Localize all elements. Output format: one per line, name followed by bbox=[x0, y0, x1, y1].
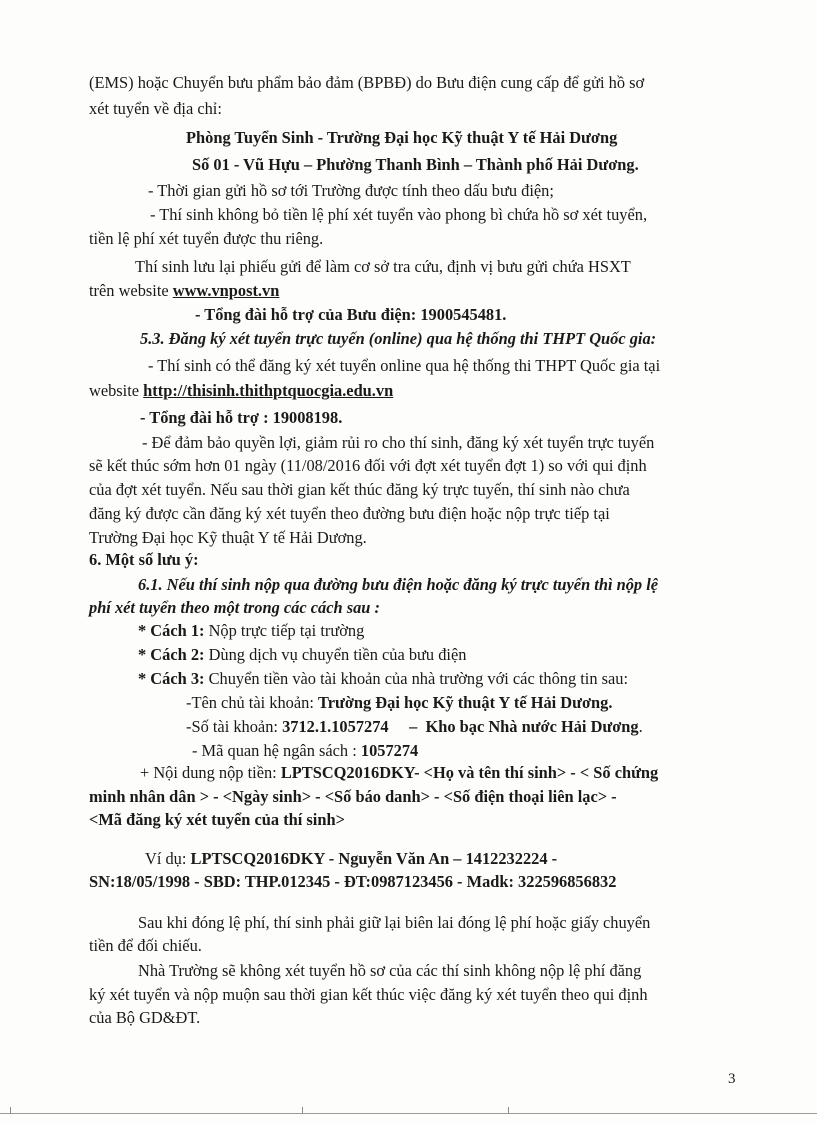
scan-mark bbox=[10, 1107, 11, 1114]
method-text: Dùng dịch vụ chuyển tiền của bưu điện bbox=[204, 645, 467, 664]
text-line bbox=[89, 380, 393, 402]
payment-method-1 bbox=[138, 620, 364, 642]
field-value: LPTSCQ2016DKY- <Họ và tên thí sinh> - < Số chứng bbox=[280, 763, 659, 782]
text-line: tiền lệ phí xét tuyển được thu riêng. bbox=[89, 229, 324, 248]
thisinh-link[interactable]: http://thisinh.thithptquocgia.edu.vn bbox=[143, 381, 394, 400]
text-line: (EMS) hoặc Chuyển bưu phẩm bảo đảm (BPBĐ) do Bưu điện cung cấp để gửi hồ sơ bbox=[89, 73, 645, 92]
budget-code bbox=[192, 740, 418, 762]
example-label: Ví dụ: bbox=[145, 849, 191, 868]
method-label: * Cách 1: bbox=[138, 621, 205, 640]
account-name bbox=[186, 692, 612, 714]
online-hotline: - Tổng đài hỗ trợ : 19008198. bbox=[140, 408, 343, 427]
field-label: -Tên chủ tài khoản: bbox=[186, 693, 318, 712]
text-line: đăng ký được cần đăng ký xét tuyển theo đường bưu điện hoặc nộp trực tiếp tại bbox=[89, 504, 610, 523]
text-line: ký xét tuyển và nộp muộn sau thời gian kết thúc việc đăng ký xét tuyển theo qui định bbox=[89, 985, 648, 1004]
scan-mark bbox=[302, 1107, 303, 1114]
text-line: tiền để đối chiếu. bbox=[89, 936, 202, 955]
section-5-3-heading: 5.3. Đăng ký xét tuyển trực tuyến (online) qua hệ thống thi THPT Quốc gia: bbox=[140, 329, 657, 348]
text-line: - Để đảm bảo quyền lợi, giảm rủi ro cho thí sinh, đăng ký xét tuyển trực tuyến bbox=[142, 433, 655, 452]
text-span: trên website bbox=[89, 281, 173, 300]
payment-method-3 bbox=[138, 668, 628, 690]
field-value: Trường Đại học Kỹ thuật Y tế Hải Dương. bbox=[318, 693, 613, 712]
scan-mark bbox=[508, 1107, 509, 1114]
method-label: * Cách 2: bbox=[138, 645, 205, 664]
text-line: - Thí sinh có thể đăng ký xét tuyển online qua hệ thống thi THPT Quốc gia tại bbox=[148, 356, 661, 375]
field-label: -Số tài khoản: bbox=[186, 717, 283, 736]
post-hotline: - Tổng đài hỗ trợ của Bưu điện: 1900545481. bbox=[195, 305, 507, 324]
text-line bbox=[89, 280, 279, 302]
payment-content-cont: <Mã đăng ký xét tuyển của thí sinh> bbox=[89, 810, 345, 829]
page-number: 3 bbox=[728, 1071, 736, 1087]
payment-content-cont: minh nhân dân > - <Ngày sinh> - <Số báo danh> - <Số điện thoại liên lạc> - bbox=[89, 787, 617, 806]
scan-edge bbox=[0, 1113, 817, 1114]
method-text: Chuyển tiền vào tài khoản của nhà trường với các thông tin sau: bbox=[204, 669, 629, 688]
bullet-line: - Thí sinh không bỏ tiền lệ phí xét tuyển vào phong bì chứa hồ sơ xét tuyển, bbox=[150, 205, 648, 224]
payment-method-2 bbox=[138, 644, 466, 666]
method-text: Nộp trực tiếp tại trường bbox=[204, 621, 365, 640]
text-line: của đợt xét tuyển. Nếu sau thời gian kết thúc đăng ký trực tuyến, thí sinh nào chưa bbox=[89, 480, 630, 499]
example-value: LPTSCQ2016DKY - Nguyễn Văn An – 1412232224 - bbox=[190, 849, 558, 868]
account-number bbox=[186, 716, 643, 738]
text-span: website bbox=[89, 381, 144, 400]
section-6-heading: 6. Một số lưu ý: bbox=[89, 550, 199, 569]
section-6-1-heading: phí xét tuyển theo một trong các cách sau : bbox=[89, 598, 380, 617]
field-value: 3712.1.1057274 – Kho bạc Nhà nước Hải Dương bbox=[282, 717, 639, 736]
field-end: . bbox=[638, 717, 643, 736]
address-line-2: Số 01 - Vũ Hựu – Phường Thanh Bình – Thành phố Hải Dương. bbox=[192, 155, 639, 174]
field-label: - Mã quan hệ ngân sách : bbox=[192, 741, 361, 760]
text-line: sẽ kết thúc sớm hơn 01 ngày (11/08/2016 đối với đợt xét tuyển đợt 1) so với qui định bbox=[89, 456, 647, 475]
example-line-cont: SN:18/05/1998 - SBD: THP.012345 - ĐT:0987123456 - Madk: 322596856832 bbox=[89, 872, 617, 891]
address-line-1: Phòng Tuyển Sinh - Trường Đại học Kỹ thuật Y tế Hải Dương bbox=[186, 128, 618, 147]
vnpost-link[interactable]: www.vnpost.vn bbox=[172, 281, 280, 300]
section-6-1-heading: 6.1. Nếu thí sinh nộp qua đường bưu điện hoặc đăng ký trực tuyến thì nộp lệ bbox=[138, 575, 659, 594]
text-line: Thí sinh lưu lại phiếu gửi để làm cơ sở tra cứu, định vị bưu gửi chứa HSXT bbox=[135, 257, 631, 276]
field-value: 1057274 bbox=[360, 741, 419, 760]
text-line: Trường Đại học Kỹ thuật Y tế Hải Dương. bbox=[89, 528, 367, 547]
example-line bbox=[145, 848, 557, 870]
payment-content bbox=[140, 762, 658, 784]
method-label: * Cách 3: bbox=[138, 669, 205, 688]
field-label: + Nội dung nộp tiền: bbox=[140, 763, 281, 782]
text-line: Sau khi đóng lệ phí, thí sinh phải giữ lại biên lai đóng lệ phí hoặc giấy chuyển bbox=[138, 913, 651, 932]
text-line: của Bộ GD&ĐT. bbox=[89, 1008, 201, 1027]
bullet-line: - Thời gian gửi hồ sơ tới Trường được tính theo dấu bưu điện; bbox=[148, 181, 554, 200]
text-line: xét tuyển về địa chỉ: bbox=[89, 99, 222, 118]
text-line: Nhà Trường sẽ không xét tuyển hồ sơ của các thí sinh không nộp lệ phí đăng bbox=[138, 961, 642, 980]
